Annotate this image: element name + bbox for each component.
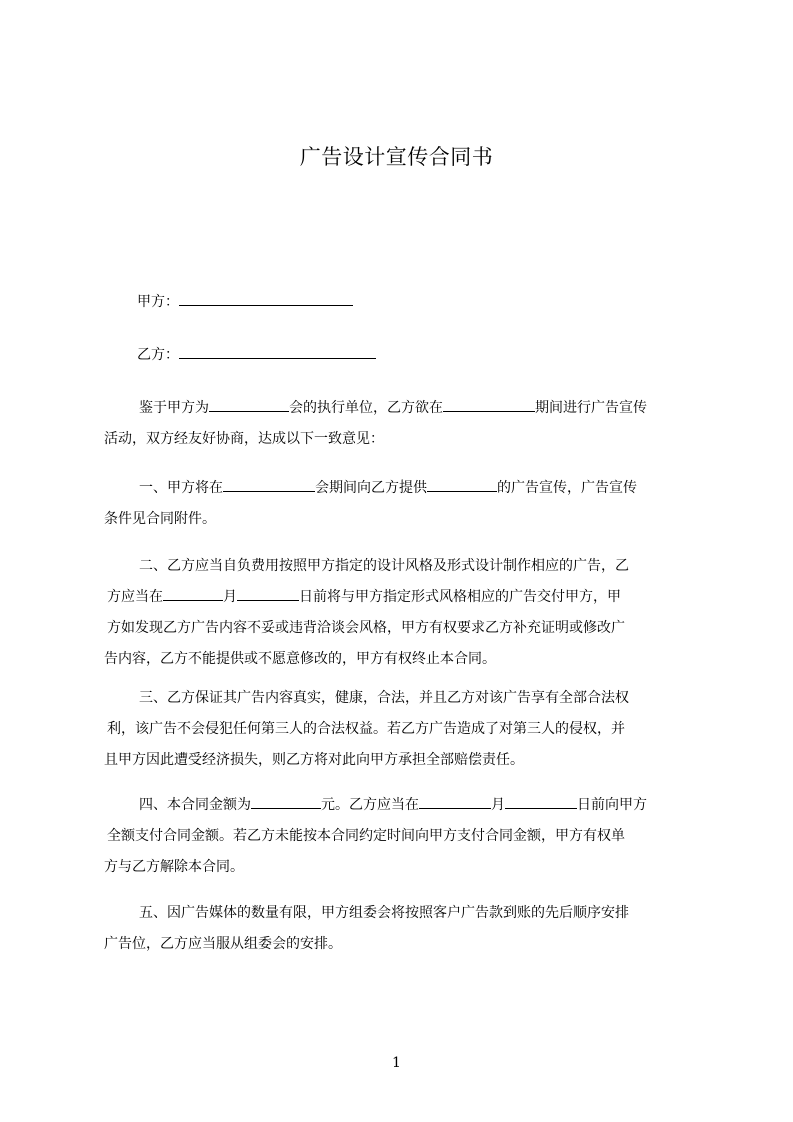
blank-pay-month[interactable]: [419, 794, 491, 809]
text-segment: 月: [491, 797, 505, 813]
paragraph-line: 且甲方因此遭受经济损失，则乙方将对此向甲方承担全部赔偿责任。: [104, 752, 524, 768]
text-segment: 的广告宣传，广告宣传: [497, 480, 637, 496]
paragraph-line: [104, 582, 700, 613]
paragraph-preamble: [104, 393, 700, 455]
blank-amount[interactable]: [251, 794, 321, 809]
paragraph-line: 五、因广告媒体的数量有限，甲方组委会将按照客户广告款到账的先后顺序安排: [139, 905, 629, 921]
paragraph-line: [104, 473, 700, 504]
text-segment: 元。乙方应当在: [321, 797, 419, 813]
blank-pay-day[interactable]: [505, 794, 577, 809]
paragraph-line: 方与乙方解除本合同。: [104, 859, 244, 875]
party-a-label: 甲方：: [137, 294, 179, 310]
text-segment: 一、甲方将在: [139, 480, 223, 496]
paragraph-line: 告内容，乙方不能提供或不愿意修改的，甲方有权终止本合同。: [104, 651, 496, 667]
paragraph-line: [104, 393, 700, 424]
text-segment: 会期间向乙方提供: [315, 480, 427, 496]
text-segment: 日前向甲方: [577, 797, 647, 813]
paragraph-line: 条件见合同附件。: [104, 511, 216, 527]
text-segment: 方应当在: [107, 589, 163, 605]
blank-event-name[interactable]: [209, 397, 289, 412]
blank-period[interactable]: [443, 397, 535, 412]
paragraph-line: 利，该广告不会侵犯任何第三人的合法权益。若乙方广告造成了对第三人的侵权，并: [107, 721, 625, 737]
paragraph-clause-4: [104, 790, 700, 883]
document-title: 广告设计宣传合同书: [299, 145, 494, 169]
paragraph-line: 方如发现乙方广告内容不妥或违背洽谈会风格，甲方有权要求乙方补充证明或修改广: [107, 620, 625, 636]
party-a-line: [137, 291, 353, 312]
blank-month[interactable]: [163, 586, 223, 601]
paragraph-line: 三、乙方保证其广告内容真实，健康，合法，并且乙方对该广告享有全部合法权: [139, 690, 629, 706]
paragraph-clause-5: [104, 898, 700, 960]
party-b-blank[interactable]: [179, 344, 376, 359]
paragraph-clause-2: [104, 551, 700, 675]
text-segment: 期间进行广告宣传: [535, 400, 647, 416]
blank-event[interactable]: [223, 477, 315, 492]
blank-day[interactable]: [237, 586, 299, 601]
text-segment: 月: [223, 589, 237, 605]
paragraph-clause-1: [104, 473, 700, 535]
paragraph-line: 全额支付合同金额。若乙方未能按本合同约定时间向甲方支付合同金额，甲方有权单: [107, 828, 625, 844]
party-b-line: [137, 344, 376, 365]
paragraph-line: 二、乙方应当自负费用按照甲方指定的设计风格及形式设计制作相应的广告，乙: [139, 558, 629, 574]
text-segment: 会的执行单位，乙方欲在: [289, 400, 443, 416]
blank-ad-item[interactable]: [427, 477, 497, 492]
paragraph-line: 广告位，乙方应当服从组委会的安排。: [104, 936, 342, 952]
paragraph-line: [104, 790, 700, 821]
text-segment: 四、本合同金额为: [139, 797, 251, 813]
paragraph-line: 活动，双方经友好协商，达成以下一致意见：: [104, 431, 384, 447]
party-b-label: 乙方：: [137, 347, 179, 363]
paragraph-clause-3: [104, 683, 700, 776]
text-segment: 鉴于甲方为: [139, 400, 209, 416]
party-a-blank[interactable]: [179, 291, 353, 306]
text-segment: 日前将与甲方指定形式风格相应的广告交付甲方，甲: [299, 589, 621, 605]
page-number: 1: [392, 1055, 401, 1071]
